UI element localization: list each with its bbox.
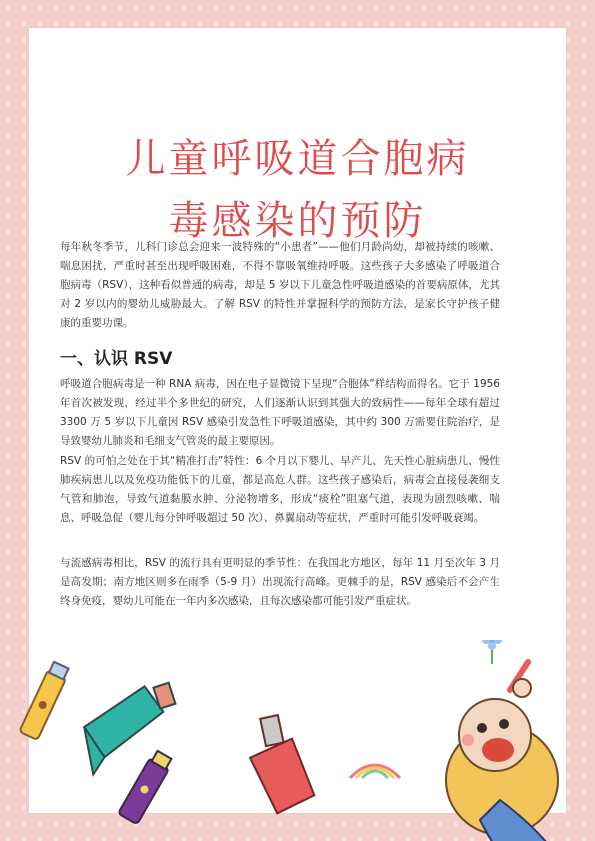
title-line-2: 毒感染的预防 [168,198,427,244]
section-paragraph-2: RSV 的可怕之处在于其“精准打击”特性：6 个月以下婴儿、早产儿、先天性心脏病患儿、慢性肺疾病患儿以及免疫功能低下的儿童，都是高危人群。这些孩子感染后，病毒会直接侵袭细支气管和肺泡，导致气道黏膜水肿、分泌物增多，形成“痰栓”阻塞气道，表现为剧烈咳嗽、喘息、呼吸急促（婴儿每分钟呼吸超过 50 次）、鼻翼扇动等症状，严重时可能引发呼吸衰竭。 [60,455,500,524]
section-paragraph-3: 与流感病毒相比，RSV 的流行具有更明显的季节性：在我国北方地区，每年 11 月至次年 3 月是高发期；南方地区则多在雨季（5-9 月）出现流行高峰。更棘手的是，RSV 感染后不会产生终身免疫，婴幼儿可能在一年内多次感染，且每次感染都可能引发严重症状。 [60,557,500,607]
section-paragraph-1: 呼吸道合胞病毒是一种 RNA 病毒，因在电子显微镜下呈现“合胞体”样结构而得名。它于 1956 年首次被发现，经过半个多世纪的研究，人们逐渐认识到其强大的致病性——每年全球有超过 3300 万 5 岁以下儿童因 RSV 感染引发急性下呼吸道感染，其中约 300 万需要住院治疗，是导致婴幼儿肺炎和毛细支气管炎的最主要原因。 [60,378,500,447]
page-title [29,128,566,252]
intro-paragraph: 每年秋冬季节，儿科门诊总会迎来一波特殊的“小患者”——他们月龄尚幼，却被持续的咳嗽、喘息困扰，严重时甚至出现呼吸困难，不得不靠吸氧维持呼吸。这些孩子大多感染了呼吸道合胞病毒（RSV），这种看似普通的病毒，却是 5 岁以下儿童急性呼吸道感染的首要病原体，尤其对 2 岁以内的婴幼儿威胁最大。了解 RSV 的特性并掌握科学的预防方法，是家长守护孩子健康的重要功课。 [60,241,500,329]
title-line-1: 儿童呼吸道合胞病 [125,136,470,182]
yellow-paint-tube-icon [19,661,70,740]
red-paint-tube-icon [243,711,317,816]
rainbow-icon [350,765,400,778]
illustration-art [0,640,595,841]
section-heading: 一、认识 RSV [60,349,173,369]
flower-icon [482,640,502,664]
child-drawing-icon [446,662,560,841]
purple-paint-tube-icon [118,749,174,824]
